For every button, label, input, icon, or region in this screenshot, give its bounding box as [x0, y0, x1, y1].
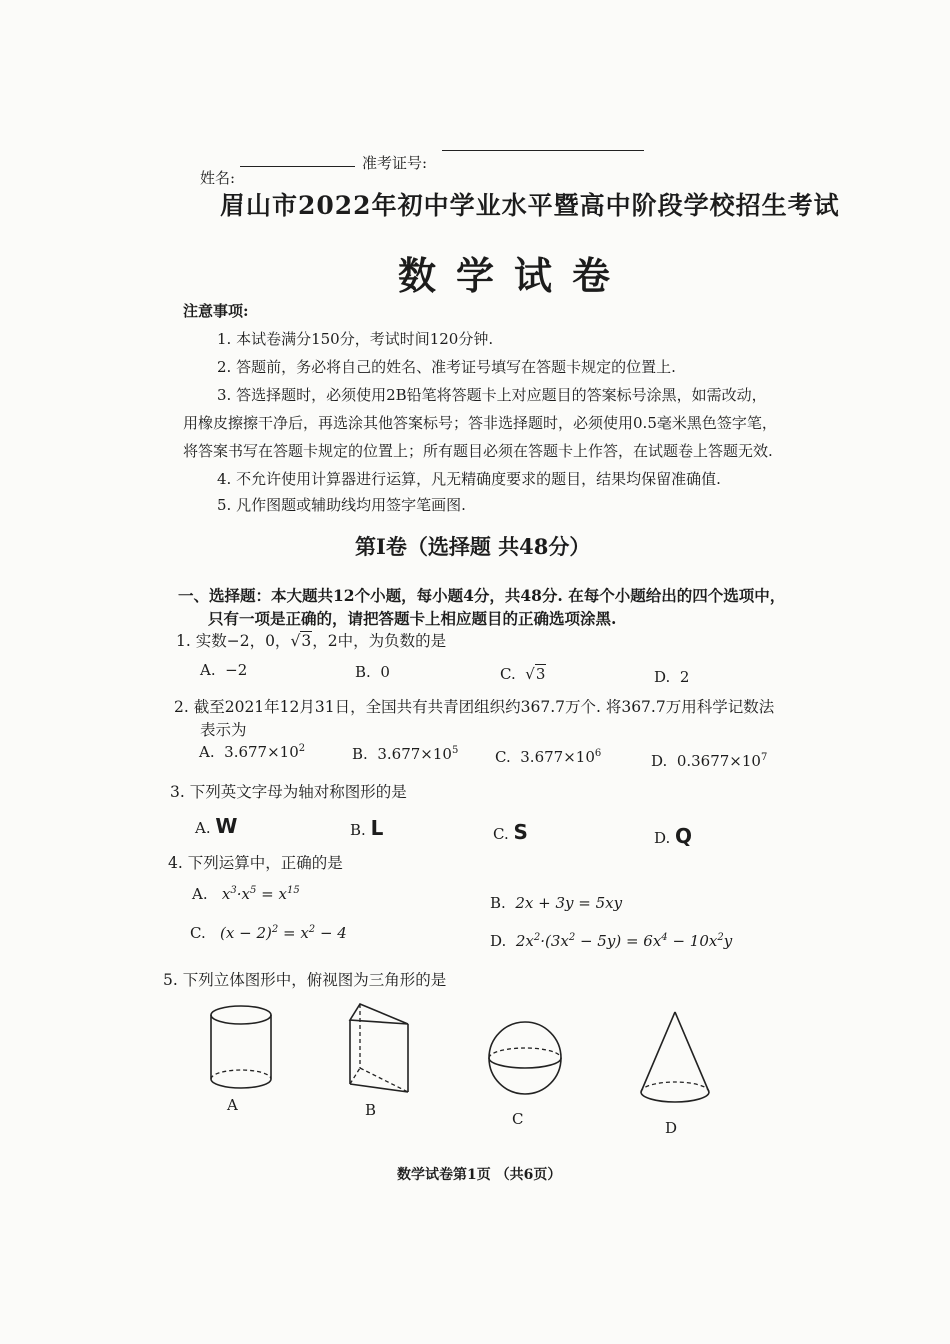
- q1-stem-suffix: ，2中，为负数的是: [312, 632, 447, 650]
- option-text: ·x: [236, 885, 250, 903]
- option-text: 3.677×10: [377, 745, 452, 763]
- q1-option-a[interactable]: [200, 661, 247, 679]
- q3-option-a[interactable]: [195, 814, 237, 838]
- option-text: 3.677×10: [520, 748, 595, 766]
- option-text: L: [370, 816, 384, 840]
- option-label: B.: [350, 821, 366, 839]
- q2-option-c[interactable]: [495, 748, 601, 766]
- q3-option-c[interactable]: [493, 820, 528, 844]
- option-exponent: 2: [717, 932, 724, 943]
- option-label: B.: [352, 745, 368, 763]
- cone-icon[interactable]: [635, 1010, 715, 1110]
- option-label: C.: [495, 748, 511, 766]
- q3-option-d[interactable]: [654, 824, 692, 848]
- subject-title: 数学试卷: [398, 253, 631, 298]
- option-radicand: 3: [535, 665, 546, 683]
- q1-stem-prefix: 1. 实数−2，0，: [176, 632, 291, 650]
- option-exponent: 5: [451, 745, 459, 756]
- name-blank: [240, 166, 355, 167]
- option-label: B.: [355, 663, 371, 681]
- option-exponent: 6: [594, 748, 602, 759]
- q2-option-a[interactable]: [199, 743, 305, 761]
- q1-option-c[interactable]: [500, 665, 546, 683]
- option-label: A.: [199, 743, 215, 761]
- q2-option-b[interactable]: [352, 745, 458, 763]
- option-text: (x − 2): [220, 924, 272, 942]
- sphere-icon[interactable]: [487, 1016, 563, 1100]
- question-4-stem: 4. 下列运算中，正确的是: [168, 854, 343, 872]
- option-exponent: 2: [298, 743, 306, 754]
- sqrt-icon: √: [290, 632, 301, 650]
- triangular-prism-icon[interactable]: [340, 1000, 415, 1098]
- option-text: 0.3677×10: [676, 752, 761, 770]
- option-text: Q: [675, 824, 693, 848]
- cylinder-icon[interactable]: [205, 1003, 277, 1093]
- page-footer: 数学试卷第1页 （共6页）: [397, 1167, 562, 1183]
- section-title: 第Ⅰ卷（选择题 共48分）: [355, 534, 591, 559]
- option-text: ·(3x: [540, 932, 569, 950]
- q4-option-b[interactable]: [490, 894, 622, 912]
- part-intro-line-1: 一、选择题：本大题共12个小题，每小题4分，共48分. 在每个小题给出的四个选项中，: [178, 586, 786, 605]
- option-exponent: 4: [661, 932, 668, 943]
- notes-heading: 注意事项:: [183, 302, 249, 320]
- option-text: W: [215, 814, 238, 838]
- option-exponent: 7: [760, 752, 768, 763]
- exam-title: 眉山市2022年初中学业水平暨高中阶段学校招生考试: [220, 191, 840, 220]
- option-text: 0: [380, 663, 390, 681]
- note-item-1: 1. 本试卷满分150分，考试时间120分钟.: [217, 330, 494, 348]
- q5-option-c-label: C: [512, 1110, 524, 1128]
- option-label: D.: [490, 932, 507, 950]
- q4-option-d[interactable]: [490, 932, 732, 950]
- note-item-2: 2. 答题前，务必将自己的姓名、准考证号填写在答题卡规定的位置上.: [217, 358, 676, 376]
- option-text: − 4: [315, 924, 347, 942]
- option-exponent: 2: [271, 924, 279, 935]
- option-exponent: 2: [533, 932, 541, 943]
- note-item-3: 3. 答选择题时，必须使用2B铅笔将答题卡上对应题目的答案标号涂黑，如需改动，: [217, 386, 767, 404]
- option-exponent: 2: [308, 924, 316, 935]
- question-1-stem: [176, 629, 446, 651]
- option-text: 2: [679, 668, 690, 686]
- option-exponent: 2: [568, 932, 576, 943]
- option-text: S: [513, 820, 528, 844]
- question-5-stem: 5. 下列立体图形中，俯视图为三角形的是: [163, 971, 447, 989]
- option-text: − 5y) = 6x: [575, 932, 662, 950]
- option-text: y: [723, 932, 733, 950]
- note-item-3-cont-1: 用橡皮擦擦干净后，再选涂其他答案标号；答非选择题时，必须使用0.5毫米黑色签字笔，: [183, 414, 777, 432]
- exam-id-label: 准考证号:: [362, 154, 428, 172]
- option-label: A.: [192, 885, 208, 903]
- option-text: = x: [278, 924, 309, 942]
- q4-option-c[interactable]: [190, 924, 347, 942]
- q1-option-b[interactable]: [355, 663, 390, 681]
- note-item-3-cont-2: 将答案书写在答题卡规定的位置上；所有题目必须在答题卡上作答，在试题卷上答题无效.: [183, 442, 773, 460]
- option-label: B.: [490, 894, 506, 912]
- q5-option-a-label: A: [227, 1096, 238, 1114]
- exam-id-blank: [442, 150, 644, 151]
- option-label: C.: [500, 665, 516, 683]
- q3-option-b[interactable]: [350, 816, 383, 840]
- note-item-4: 4. 不允许使用计算器进行运算，凡无精确度要求的题目，结果均保留准确值.: [217, 470, 721, 488]
- option-label: A.: [195, 819, 211, 837]
- option-text: 3.677×10: [224, 743, 299, 761]
- option-exponent: 3: [230, 885, 237, 896]
- option-text: −2: [225, 661, 248, 679]
- option-label: D.: [654, 668, 671, 686]
- option-label: D.: [651, 752, 668, 770]
- option-text: = x: [256, 885, 287, 903]
- option-label: A.: [200, 661, 216, 679]
- option-text: − 10x: [667, 932, 718, 950]
- name-label: 姓名:: [200, 169, 236, 187]
- option-label: C.: [493, 825, 509, 843]
- option-text: x: [221, 885, 231, 903]
- note-item-5: 5. 凡作图题或辅助线均用签字笔画图.: [217, 496, 466, 514]
- part-intro-line-2: 只有一项是正确的，请把答题卡上相应题目的正确选项涂黑.: [208, 609, 617, 628]
- q2-option-d[interactable]: [651, 752, 767, 770]
- question-2-stem-line-1: 2. 截至2021年12月31日，全国共有共青团组织约367.7万个. 将367.7万用科学记数法: [174, 698, 775, 716]
- question-2-stem-line-2: 表示为: [200, 721, 247, 739]
- q1-option-d[interactable]: [654, 668, 689, 686]
- option-exponent: 15: [286, 885, 300, 896]
- option-label: D.: [654, 829, 671, 847]
- option-text: 2x + 3y = 5xy: [515, 894, 623, 912]
- q4-option-a[interactable]: [192, 885, 300, 903]
- q5-option-d-label: D: [665, 1119, 678, 1137]
- q5-option-b-label: B: [365, 1101, 377, 1119]
- sqrt-icon: √: [525, 665, 535, 683]
- question-3-stem: 3. 下列英文字母为轴对称图形的是: [170, 783, 407, 801]
- option-label: C.: [190, 924, 206, 942]
- q1-stem-radicand: 3: [301, 632, 312, 650]
- option-text: 2x: [515, 932, 534, 950]
- option-exponent: 5: [250, 885, 257, 896]
